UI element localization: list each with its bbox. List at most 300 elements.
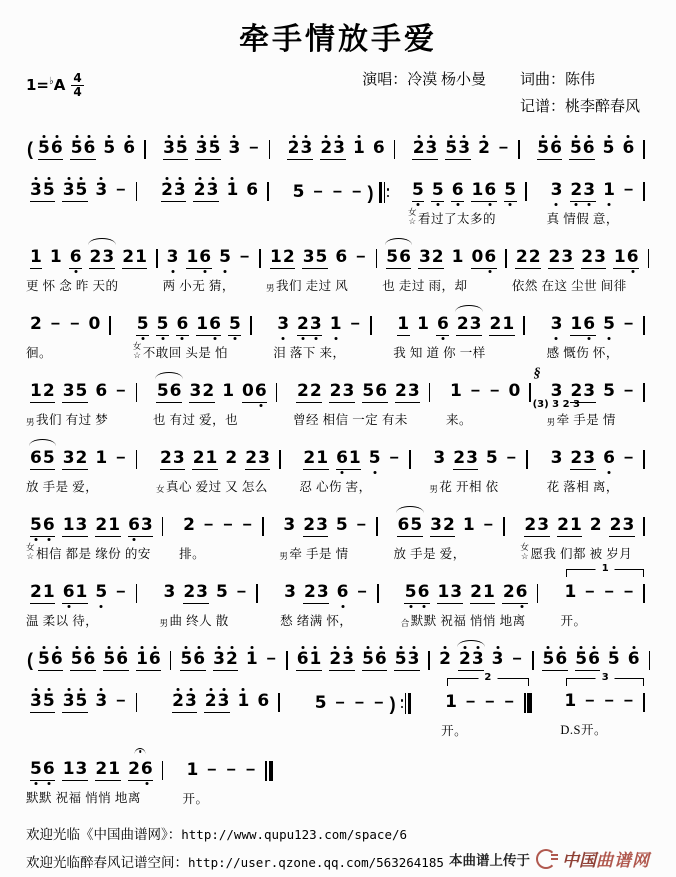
- note-token: [570, 450, 596, 470]
- note-digit: 3: [300, 138, 313, 158]
- measure: [532, 366, 650, 428]
- note-token: [196, 316, 222, 336]
- site-url: http://www.qupu123.com/space/6: [181, 827, 408, 842]
- duration-dash: −: [203, 517, 214, 534]
- note-digit: 5: [485, 448, 498, 468]
- note-digit: 2: [193, 180, 206, 200]
- note-digit: 3: [430, 515, 442, 535]
- note-digit: 5: [504, 180, 517, 200]
- note-digit: 1: [502, 314, 515, 334]
- note-token: [589, 517, 602, 537]
- note-digit: 6: [397, 515, 410, 535]
- note-token: [89, 249, 115, 269]
- duration-dash: −: [335, 695, 345, 712]
- note-token: [30, 450, 56, 470]
- lyric-text: 排。: [179, 547, 206, 561]
- note-digit: 3: [550, 448, 563, 468]
- note-digit: 1: [353, 138, 365, 158]
- lyric-text: 真 情假 意，: [546, 212, 619, 226]
- note-token: [30, 316, 43, 336]
- note-token: [439, 651, 452, 671]
- note-digit: 1: [270, 247, 282, 267]
- measure: [284, 130, 401, 160]
- note-token: [166, 249, 179, 269]
- note-digit: 3: [450, 582, 463, 602]
- note-digit: 2: [161, 180, 173, 200]
- credits: [362, 68, 650, 116]
- note-digit: 1: [397, 314, 410, 334]
- lyric-text: 相信 都是 缘份 的安: [36, 547, 151, 561]
- measure: [446, 373, 536, 428]
- note-digit: 1: [42, 582, 55, 602]
- singer-credit: 演唱：冷漠 杨小曼: [362, 72, 486, 88]
- composer-credit: 词曲：陈伟: [519, 72, 595, 88]
- note-token: [189, 383, 215, 403]
- note-digit: 3: [62, 448, 75, 468]
- note-token: [607, 651, 620, 671]
- note-digit: 6: [515, 582, 528, 602]
- measure: [26, 641, 176, 671]
- notes-row: [157, 172, 274, 202]
- note-token: [284, 584, 297, 604]
- notes-row: [176, 641, 292, 671]
- note-digit: 1: [108, 759, 121, 779]
- barline: [526, 450, 528, 469]
- notes-row: [26, 751, 168, 781]
- lyric-text: 曲 终人 散: [169, 614, 229, 628]
- measure: [266, 239, 382, 294]
- note-digit: 2: [329, 649, 342, 669]
- voice-marker: 女 ☆: [132, 341, 142, 360]
- note-digit: 1: [417, 314, 429, 334]
- note-digit: 3: [407, 381, 420, 401]
- barline: [649, 651, 651, 670]
- note-token: [581, 249, 607, 269]
- measure: [435, 641, 538, 671]
- duration-dash: −: [512, 651, 522, 668]
- measure: [153, 373, 283, 428]
- note-token: [213, 651, 239, 671]
- note-token: [603, 316, 616, 336]
- measure: [26, 239, 163, 294]
- note-digit: 3: [471, 649, 484, 669]
- note-token: [627, 651, 640, 671]
- duration-dash: −: [249, 140, 259, 157]
- notes-row: [26, 130, 151, 160]
- note-digit: 1: [30, 381, 42, 401]
- note-token: [453, 450, 479, 470]
- measure: [157, 172, 274, 224]
- note-digit: 1: [449, 381, 462, 401]
- duration-dash: −: [352, 184, 362, 201]
- notes-row: [182, 751, 275, 782]
- duration-dash: −: [239, 249, 250, 266]
- note-token: [602, 140, 615, 160]
- note-digit: 5: [156, 381, 169, 401]
- slur-arc: [29, 439, 57, 446]
- note-token: [283, 517, 296, 537]
- duration-dash: −: [389, 450, 399, 467]
- note-token: [613, 249, 639, 269]
- note-token: [564, 584, 577, 604]
- note-digit: 5: [362, 649, 374, 669]
- note-digit: 3: [583, 448, 596, 468]
- note-token: [485, 450, 498, 470]
- repeat-begin-barline: [379, 182, 390, 203]
- note-digit: 2: [172, 691, 184, 711]
- notes-row: [26, 440, 142, 470]
- repeat-end-barline: [401, 693, 412, 714]
- notes-row: [393, 507, 509, 537]
- final-barline: [265, 761, 273, 781]
- note-digit: 1: [186, 760, 199, 780]
- notes-row: [560, 574, 650, 604]
- barline: [518, 140, 520, 159]
- note-digit: 1: [205, 448, 218, 468]
- duration-dash: −: [116, 693, 126, 710]
- lyric-text: 也 有过 爱，也: [152, 413, 239, 427]
- note-digit: 1: [462, 515, 475, 535]
- note-digit: 3: [173, 180, 186, 200]
- measure: [280, 574, 383, 629]
- note-token: [372, 140, 385, 160]
- music-system: [26, 751, 650, 807]
- barline: [286, 651, 288, 670]
- music-system: [26, 440, 650, 495]
- notes-row: [311, 683, 416, 715]
- note-digit: 2: [204, 691, 217, 711]
- uploaded-label: 本曲谱上传于: [449, 852, 530, 868]
- measure: [539, 641, 656, 671]
- note-digit: 6: [50, 649, 63, 669]
- note-digit: 5: [38, 649, 50, 669]
- measure: [441, 672, 534, 739]
- duration-dash: −: [332, 184, 343, 201]
- note-digit: 6: [417, 582, 430, 602]
- notes-row: [533, 130, 650, 160]
- note-digit: 2: [581, 247, 594, 267]
- note-digit: 1: [564, 582, 577, 602]
- note-token: [314, 695, 327, 715]
- note-digit: 5: [30, 759, 42, 779]
- note-token: [569, 140, 595, 160]
- note-digit: 2: [160, 448, 172, 468]
- note-digit: 3: [195, 138, 208, 158]
- note-digit: 6: [550, 138, 562, 158]
- phrase-paren: ): [389, 694, 396, 714]
- note-digit: 2: [245, 448, 258, 468]
- note-digit: 2: [458, 649, 471, 669]
- note-digit: 1: [49, 247, 62, 267]
- barline: [409, 450, 411, 469]
- note-digit: 1: [196, 314, 209, 334]
- note-digit: 5: [575, 649, 588, 669]
- lyric-text: 泪 落下 来，: [273, 346, 346, 360]
- note-digit: 3: [622, 515, 635, 535]
- barline: [276, 383, 278, 402]
- note-digit: 3: [418, 247, 431, 267]
- lyric-line: [520, 544, 632, 562]
- note-digit: 3: [95, 180, 108, 200]
- note-token: [449, 383, 462, 403]
- note-token: [95, 517, 121, 537]
- note-digit: 5: [180, 649, 193, 669]
- barline: [394, 140, 396, 159]
- note-digit: 5: [314, 693, 327, 713]
- note-token: [302, 249, 328, 269]
- barline: [370, 316, 372, 335]
- note-digit: 5: [103, 649, 116, 669]
- note-digit: 2: [282, 247, 295, 267]
- note-token: [362, 651, 388, 671]
- note-token: [335, 517, 348, 537]
- note-digit: 6: [484, 247, 497, 267]
- note-digit: 2: [128, 759, 140, 779]
- note-digit: 5: [386, 247, 399, 267]
- note-digit: 3: [425, 138, 438, 158]
- lyric-line: [429, 477, 498, 495]
- note-digit: 3: [583, 180, 596, 200]
- measure: [289, 172, 394, 226]
- note-token: [193, 182, 219, 202]
- duration-dash: −: [70, 316, 80, 333]
- page-footer: [26, 823, 650, 871]
- notes-row: [26, 683, 142, 713]
- footer-links: [26, 823, 444, 871]
- note-digit: 6: [399, 247, 411, 267]
- note-digit: 6: [42, 515, 55, 535]
- barline: [136, 450, 138, 469]
- note-digit: 6: [436, 314, 449, 334]
- note-digit: 2: [570, 448, 583, 468]
- lyric-text: 默默 祝福 悄悄 地离: [26, 791, 141, 805]
- note-token: [515, 249, 541, 269]
- note-token: [38, 140, 64, 160]
- note-token: [136, 651, 162, 671]
- note-digit: 2: [296, 381, 309, 401]
- lyric-text: 两 小无 猜，: [162, 279, 235, 293]
- measure: [26, 373, 142, 428]
- lyric-line: [393, 343, 486, 361]
- note-digit: 2: [303, 515, 316, 535]
- note-digit: 3: [550, 314, 563, 334]
- measure: [311, 683, 416, 737]
- note-digit: 3: [140, 515, 153, 535]
- notes-row: [293, 373, 435, 403]
- note-digit: 3: [30, 691, 42, 711]
- note-digit: 0: [88, 314, 101, 334]
- note-token: [504, 182, 517, 202]
- slur-arc: [88, 238, 116, 245]
- note-digit: 3: [258, 448, 270, 468]
- note-digit: 5: [75, 691, 88, 711]
- duration-dash: −: [623, 383, 634, 400]
- barline: [259, 249, 261, 268]
- notes-row: [159, 574, 262, 604]
- measure: [179, 507, 269, 562]
- notes-row: [26, 306, 116, 336]
- measure: [401, 574, 543, 629]
- measure: [560, 563, 650, 629]
- note-token: [186, 249, 212, 269]
- note-digit: 2: [489, 314, 502, 334]
- note-token: [412, 182, 425, 202]
- note-token: [336, 584, 349, 604]
- note-digit: 6: [374, 649, 387, 669]
- note-digit: 2: [528, 247, 541, 267]
- note-digit: 6: [603, 448, 615, 468]
- note-token: [163, 140, 189, 160]
- note-digit: 2: [439, 649, 451, 669]
- note-digit: 5: [30, 515, 42, 535]
- note-token: [470, 584, 496, 604]
- note-digit: 3: [62, 691, 75, 711]
- note-digit: 1: [309, 649, 322, 669]
- note-token: [303, 450, 329, 470]
- note-token: [30, 517, 56, 537]
- note-digit: 5: [70, 138, 83, 158]
- duration-dash: −: [357, 584, 367, 601]
- note-token: [70, 140, 96, 160]
- note-digit: 1: [603, 180, 615, 200]
- note-token: [297, 316, 323, 336]
- note-digit: 3: [163, 582, 176, 602]
- duration-dash: −: [266, 651, 276, 668]
- note-token: [336, 450, 362, 470]
- note-digit: 5: [95, 582, 108, 602]
- barline: [523, 316, 525, 335]
- note-token: [451, 182, 464, 202]
- measure: [26, 172, 142, 224]
- note-token: [122, 249, 148, 269]
- note-digit: 6: [582, 138, 595, 158]
- note-digit: 2: [297, 314, 309, 334]
- note-token: [186, 762, 199, 782]
- duration-dash: −: [207, 762, 217, 779]
- barline: [503, 517, 505, 536]
- barline: [648, 249, 650, 268]
- note-digit: 2: [609, 515, 622, 535]
- notes-row: [547, 172, 650, 202]
- note-digit: 2: [183, 582, 196, 602]
- lyric-line: [26, 276, 119, 294]
- measure: [409, 130, 525, 160]
- measure: [408, 172, 532, 227]
- notes-row: [26, 507, 168, 537]
- note-token: [537, 140, 563, 160]
- note-digit: 1: [136, 649, 148, 669]
- measure: [429, 440, 532, 495]
- song-title: 牵手情放手爱: [239, 23, 437, 56]
- note-token: [257, 693, 270, 713]
- note-token: [412, 140, 438, 160]
- notes-row: [280, 574, 383, 604]
- note-digit: 3: [163, 138, 175, 158]
- lyric-line: [279, 544, 348, 562]
- note-digit: 1: [482, 582, 495, 602]
- barline: [269, 140, 271, 159]
- barline: [537, 584, 539, 603]
- note-token: [237, 693, 250, 713]
- lyric-text: 花 落相 离，: [546, 480, 619, 494]
- notes-row: [429, 440, 532, 470]
- barline: [429, 383, 431, 402]
- note-token: [161, 182, 187, 202]
- measure: [163, 239, 266, 294]
- barline: [109, 316, 111, 335]
- note-digit: 1: [613, 247, 626, 267]
- lyric-line: [280, 611, 352, 629]
- note-digit: 2: [502, 582, 515, 602]
- note-digit: 3: [75, 759, 88, 779]
- note-digit: 6: [583, 314, 596, 334]
- note-token: [508, 383, 521, 403]
- note-digit: 5: [542, 649, 555, 669]
- note-digit: 6: [140, 759, 153, 779]
- note-digit: 6: [50, 138, 63, 158]
- note-digit: 6: [257, 691, 270, 711]
- notes-row: [547, 440, 650, 470]
- note-token: [246, 182, 259, 202]
- note-token: [160, 450, 186, 470]
- note-token: [491, 651, 504, 671]
- slur-arc: [155, 372, 183, 379]
- barline: [136, 693, 138, 712]
- barline: [262, 517, 264, 536]
- note-token: [445, 694, 458, 714]
- duration-dash: −: [604, 693, 614, 710]
- lyric-text: 更 怀 念 昨 天的: [26, 279, 119, 293]
- note-digit: 3: [95, 691, 108, 711]
- lyric-line: [547, 410, 616, 428]
- lyric-line: [560, 611, 586, 629]
- note-digit: 5: [335, 515, 348, 535]
- note-digit: 2: [557, 515, 569, 535]
- note-digit: 3: [309, 314, 322, 334]
- note-digit: 3: [283, 515, 296, 535]
- note-digit: 0: [471, 247, 484, 267]
- voice-marker: 女 ☆: [408, 207, 418, 226]
- note-token: [550, 182, 563, 202]
- phrase-paren: (: [27, 139, 33, 159]
- qupu-logo-icon: [536, 849, 556, 869]
- lyric-text: 也 走过 雨，却: [382, 279, 468, 293]
- note-digit: 6: [336, 448, 348, 468]
- note-token: [195, 140, 221, 160]
- slur-arc: [385, 238, 413, 245]
- lyric-line: [441, 721, 467, 739]
- note-token: [62, 383, 88, 403]
- note-digit: 3: [458, 138, 471, 158]
- barline: [170, 651, 172, 670]
- notes-row: [26, 172, 142, 202]
- note-digit: 3: [342, 649, 355, 669]
- lyric-text: 牵 手是 情: [556, 413, 616, 427]
- note-token: [70, 651, 96, 671]
- note-digit: 2: [524, 515, 537, 535]
- barline: [643, 584, 645, 603]
- note-digit: 5: [216, 582, 228, 602]
- note-token: [95, 450, 108, 470]
- music-system: [26, 172, 650, 227]
- music-system: [26, 366, 650, 428]
- barline: [525, 182, 527, 201]
- note-digit: 5: [219, 247, 231, 267]
- duration-dash: −: [470, 383, 481, 400]
- note-digit: 6: [622, 138, 635, 158]
- key-text: 1=♭A: [26, 76, 66, 95]
- lyric-text: D.S开。: [560, 723, 607, 737]
